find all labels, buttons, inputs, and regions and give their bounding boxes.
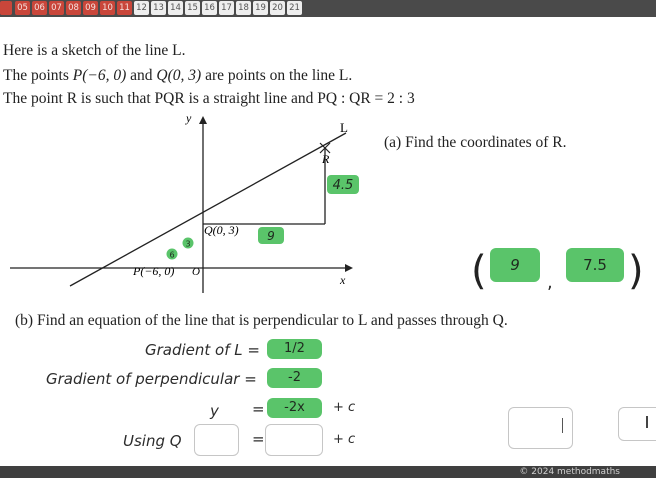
part-a-prompt: (a) Find the coordinates of R. — [384, 134, 567, 151]
tab-question-15[interactable]: 15 — [185, 1, 200, 15]
tab-question-16[interactable]: 16 — [202, 1, 217, 15]
final-equation-input[interactable] — [618, 407, 656, 441]
equation-equals: = — [252, 400, 265, 418]
tab-question-21[interactable]: 21 — [287, 1, 302, 15]
origin-label: O — [192, 266, 200, 278]
point-p-text: P(−6, 0) — [72, 67, 127, 84]
gradient-perpendicular-label: Gradient of perpendicular = — [46, 370, 257, 388]
tab-question-18[interactable]: 18 — [236, 1, 251, 15]
line-l — [70, 133, 346, 286]
question-line-2-part-b: and — [126, 67, 157, 84]
question-line-2 — [3, 67, 352, 85]
gradient-perpendicular-answer-box[interactable]: -2 — [267, 368, 322, 388]
y-axis-label: y — [186, 111, 192, 125]
question-line-3: The point R is such that PQR is a straight line and PQ : QR = 2 : 3 — [3, 90, 415, 107]
copyright-text: © 2024 methodmaths — [519, 467, 620, 477]
text-cursor — [562, 418, 563, 433]
tab-question-12[interactable]: 12 — [134, 1, 149, 15]
using-q-y-input[interactable] — [194, 424, 239, 456]
point-q-text: Q(0, 3) — [156, 67, 202, 84]
rise-badge-text: 3 — [185, 239, 191, 249]
tab-question-20[interactable]: 20 — [270, 1, 285, 15]
r-x-answer-box[interactable]: 9 — [490, 248, 540, 282]
tab-question-05[interactable]: 05 — [15, 1, 30, 15]
coordinate-open-paren: ( — [471, 248, 487, 294]
r-y-answer-box[interactable]: 7.5 — [566, 248, 624, 282]
question-tab-strip — [0, 0, 656, 17]
tab-question-11[interactable]: 11 — [117, 1, 132, 15]
tab-question-07[interactable]: 07 — [49, 1, 64, 15]
tab-question-19[interactable]: 19 — [253, 1, 268, 15]
c-answer-input[interactable] — [508, 407, 573, 449]
horizontal-value-text: 9 — [267, 229, 275, 243]
point-q-label: Q(0, 3) — [204, 223, 239, 237]
tab-question-08[interactable]: 08 — [66, 1, 81, 15]
question-line-2-part-c: are points on the line L. — [201, 67, 353, 84]
point-p-label: P(−6, 0) — [133, 264, 175, 278]
tab-question-06[interactable]: 06 — [32, 1, 47, 15]
x-axis-arrow-icon — [345, 264, 353, 272]
footer-bar — [0, 466, 656, 478]
y-axis-arrow-icon — [199, 116, 207, 124]
coordinate-close-paren: ) — [628, 248, 644, 294]
gradient-l-label: Gradient of L = — [145, 341, 260, 359]
part-b-prompt: (b) Find an equation of the line that is perpendicular to L and passes through Q. — [15, 312, 508, 329]
coordinate-comma: , — [547, 272, 553, 293]
vertical-value-text: 4.5 — [332, 178, 354, 193]
tab-question-17[interactable]: 17 — [219, 1, 234, 15]
tab-question-09[interactable]: 09 — [83, 1, 98, 15]
tab-previous-partial[interactable] — [0, 1, 12, 15]
point-r-label: R — [322, 152, 330, 166]
equation-mx-answer-box[interactable]: -2x — [267, 398, 322, 418]
question-line-1: Here is a sketch of the line L. — [3, 42, 186, 59]
equation-y: y — [210, 402, 219, 420]
using-q-mx-input[interactable] — [265, 424, 323, 456]
gradient-l-answer-box[interactable]: 1/2 — [267, 339, 322, 359]
run-badge-text: 6 — [169, 250, 175, 260]
line-sketch-diagram — [0, 108, 380, 298]
equation-plus-c: + c — [333, 400, 356, 415]
final-equation-cursor — [646, 416, 648, 428]
question-line-2-part-a: The points — [3, 67, 73, 84]
tab-question-10[interactable]: 10 — [100, 1, 115, 15]
x-axis-label: x — [340, 273, 346, 287]
tab-question-13[interactable]: 13 — [151, 1, 166, 15]
using-q-equals: = — [252, 430, 265, 448]
using-q-plus-c: + c — [333, 432, 356, 447]
tab-question-14[interactable]: 14 — [168, 1, 183, 15]
using-q-label: Using Q — [123, 432, 182, 450]
line-l-label: L — [340, 120, 348, 135]
